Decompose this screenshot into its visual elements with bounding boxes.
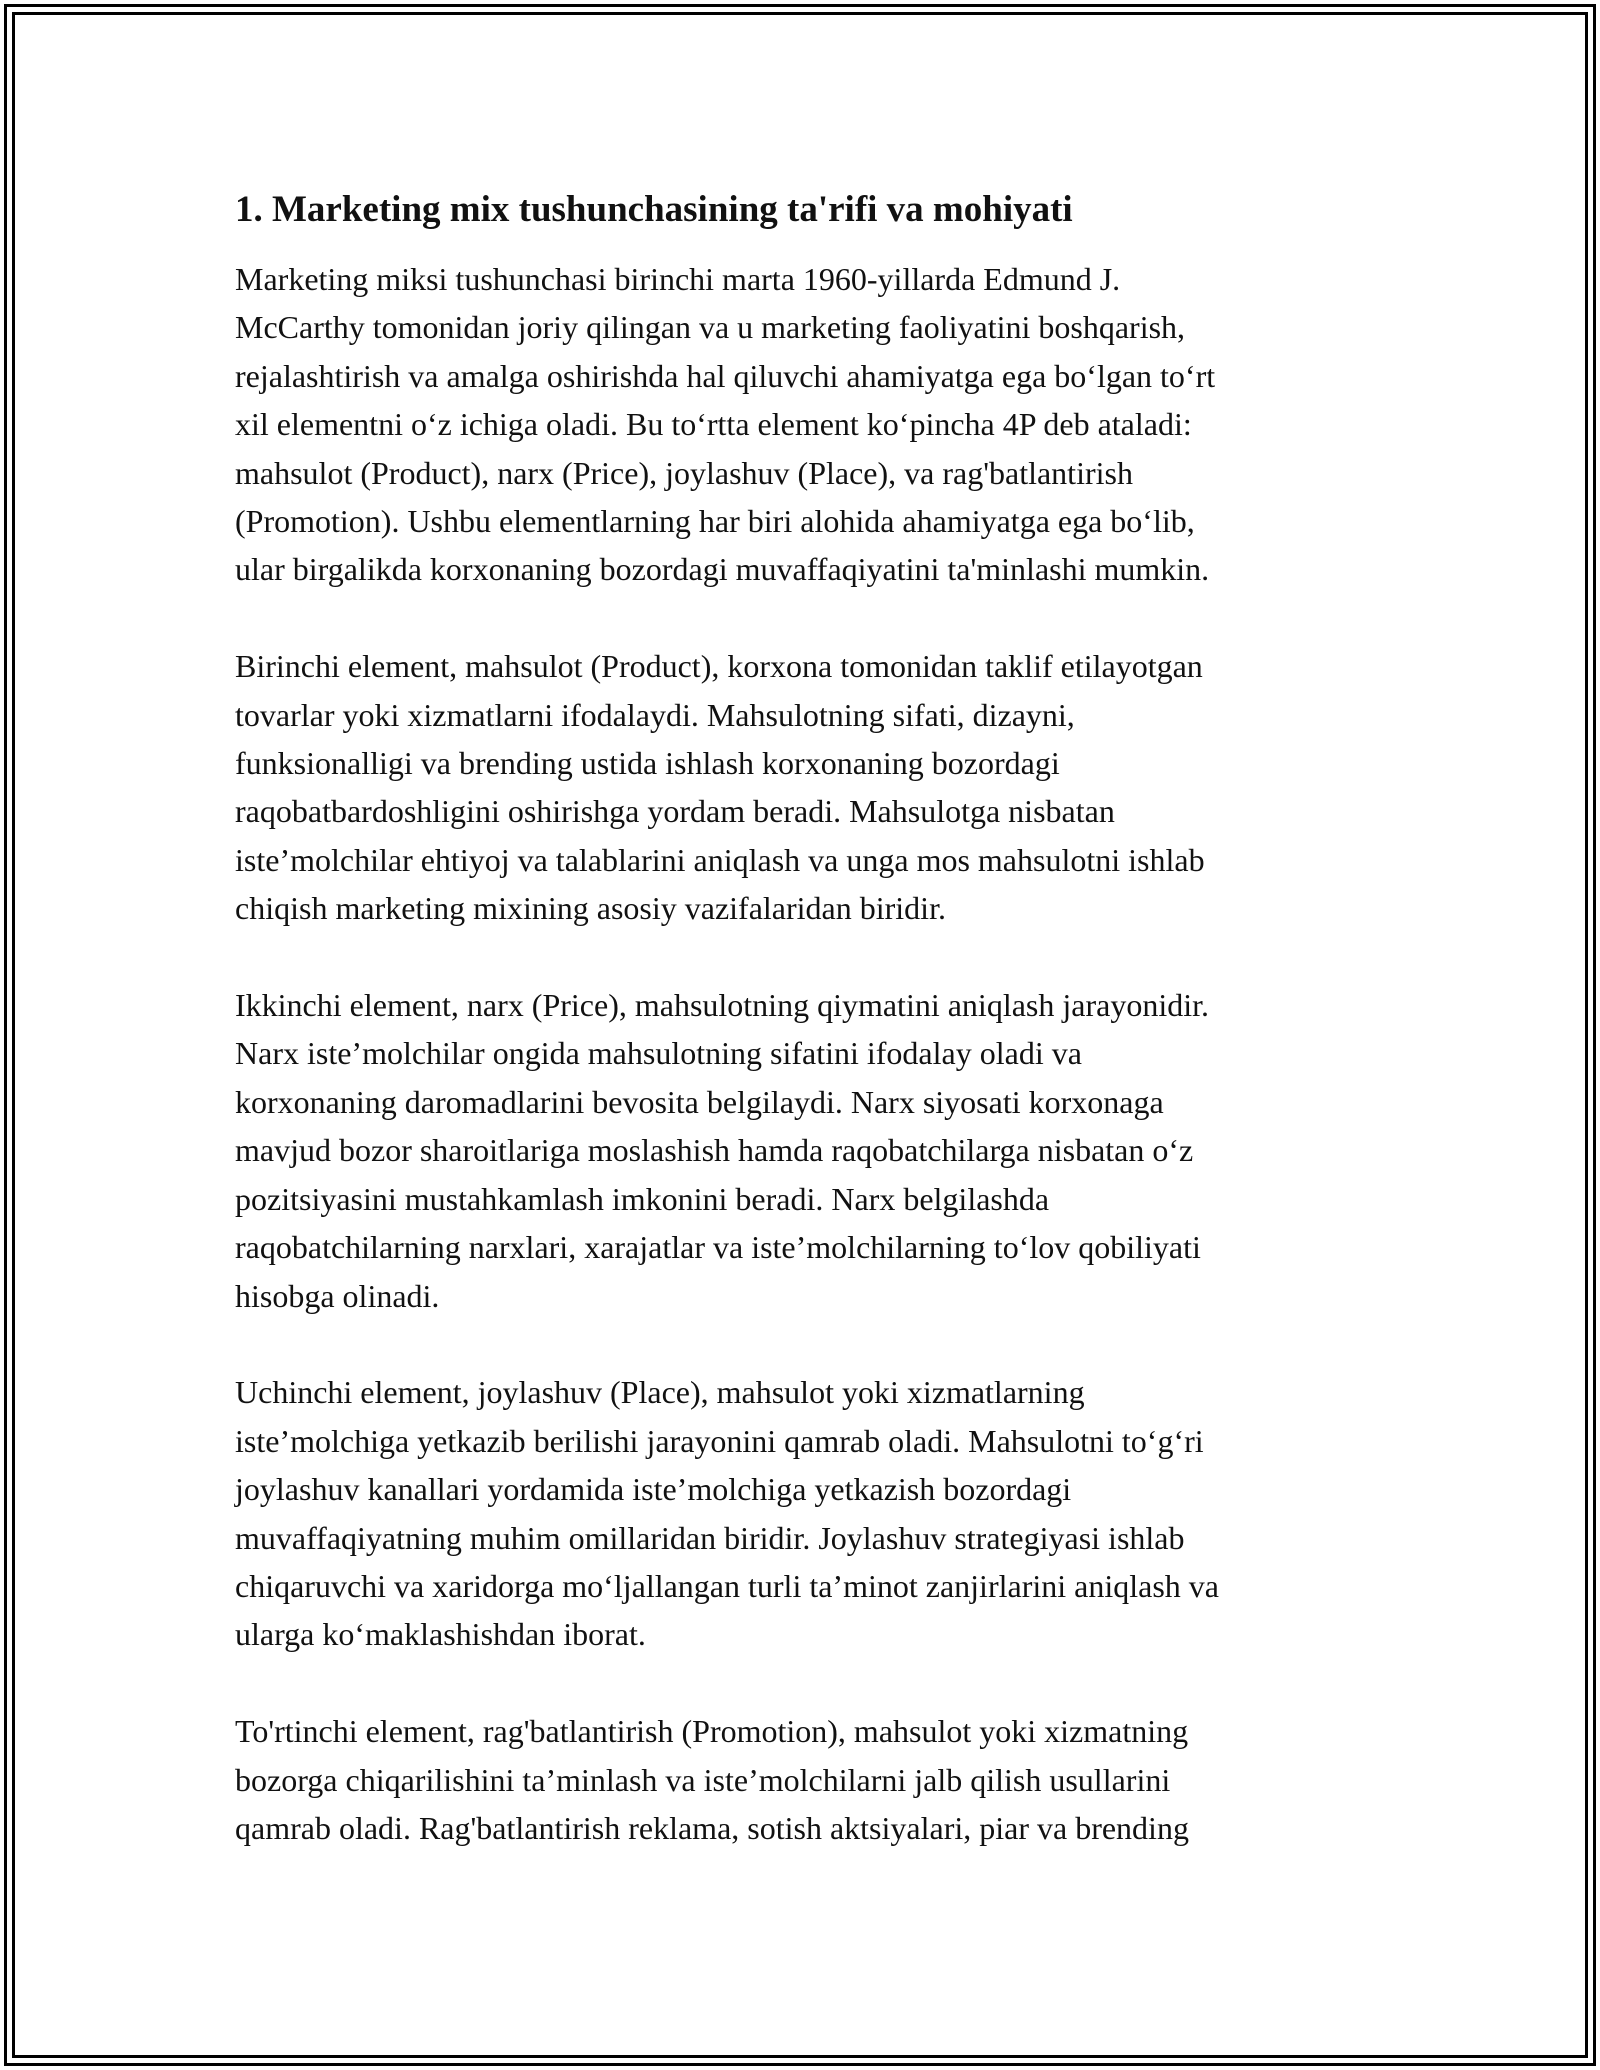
text-line: hisobga olinadi. [235, 1277, 440, 1314]
text-line: Narx iste’molchilar ongida mahsulotning sifatini ifodalay oladi va [235, 1035, 1082, 1072]
text-line: McCarthy tomonidan joriy qilingan va u marketing faoliyatini boshqarish, [235, 309, 1186, 346]
text-line: Ikkinchi element, narx (Price), mahsulotning qiymatini aniqlash jarayonidir. [235, 987, 1209, 1024]
text-line: raqobatbardoshligini oshirishga yordam beradi. Mahsulotga nisbatan [235, 793, 1115, 830]
text-line: mahsulot (Product), narx (Price), joylashuv (Place), va rag'batlantirish [235, 454, 1133, 491]
text-line: pozitsiyasini mustahkamlash imkonini beradi. Narx belgilashda [235, 1180, 1050, 1217]
text-line: (Promotion). Ushbu elementlarning har biri alohida ahamiyatga ega bo‘lib, [235, 503, 1195, 540]
text-line: xil elementni o‘z ichiga oladi. Bu to‘rtta element ko‘pincha 4P deb ataladi: [235, 406, 1192, 443]
text-line: Uchinchi element, joylashuv (Place), mahsulot yoki xizmatlarning [235, 1374, 1085, 1411]
text-line: ular birgalikda korxonaning bozordagi muvaffaqiyatini ta'minlashi mumkin. [235, 551, 1210, 588]
text-line: bozorga chiqarilishini ta’minlash va iste’molchilarni jalb qilish usullarini [235, 1761, 1171, 1798]
text-line: korxonaning daromadlarini bevosita belgilaydi. Narx siyosati korxonaga [235, 1083, 1164, 1120]
text-line: ularga ko‘maklashishdan iborat. [235, 1616, 646, 1653]
paragraph-product [235, 642, 1370, 932]
text-line: tovarlar yoki xizmatlarni ifodalaydi. Mahsulotning sifati, dizayni, [235, 696, 1075, 733]
text-line: iste’molchilar ehtiyoj va talablarini aniqlash va unga mos mahsulotni ishlab [235, 841, 1205, 878]
text-line: chiqish marketing mixining asosiy vazifalaridan biridir. [235, 890, 946, 927]
text-line: raqobatchilarning narxlari, xarajatlar va iste’molchilarning to‘lov qobiliyati [235, 1229, 1201, 1266]
paragraph-intro [235, 255, 1370, 594]
text-line: funksionalligi va brending ustida ishlash korxonaning bozordagi [235, 745, 1060, 782]
text-line: joylashuv kanallari yordamida iste’molchiga yetkazish bozordagi [235, 1471, 1072, 1508]
text-line: chiqaruvchi va xaridorga mo‘ljallangan turli ta’minot zanjirlarini aniqlash va [235, 1567, 1219, 1604]
section-heading: 1. Marketing mix tushunchasining ta'rifi va mohiyati [235, 189, 1073, 230]
text-line: Marketing miksi tushunchasi birinchi marta 1960-yillarda Edmund J. [235, 261, 1121, 297]
text-line: muvaffaqiyatning muhim omillaridan biridir. Joylashuv strategiyasi ishlab [235, 1519, 1185, 1556]
document-body [235, 186, 1370, 1852]
text-line: mavjud bozor sharoitlariga moslashish hamda raqobatchilarga nisbatan o‘z [235, 1132, 1194, 1169]
text-line: Birinchi element, mahsulot (Product), korxona tomonidan taklif etilayotgan [235, 648, 1203, 685]
paragraph-promotion [235, 1707, 1370, 1852]
text-line: iste’molchiga yetkazib berilishi jarayonini qamrab oladi. Mahsulotni to‘g‘ri [235, 1422, 1204, 1459]
text-line: To'rtinchi element, rag'batlantirish (Promotion), mahsulot yoki xizmatning [235, 1713, 1189, 1750]
text-line: rejalashtirish va amalga oshirishda hal qiluvchi ahamiyatga ega bo‘lgan to‘rt [235, 357, 1216, 394]
text-line: qamrab oladi. Rag'batlantirish reklama, sotish aktsiyalari, piar va brending [235, 1809, 1189, 1846]
paragraph-place [235, 1368, 1370, 1658]
paragraph-price [235, 981, 1370, 1320]
